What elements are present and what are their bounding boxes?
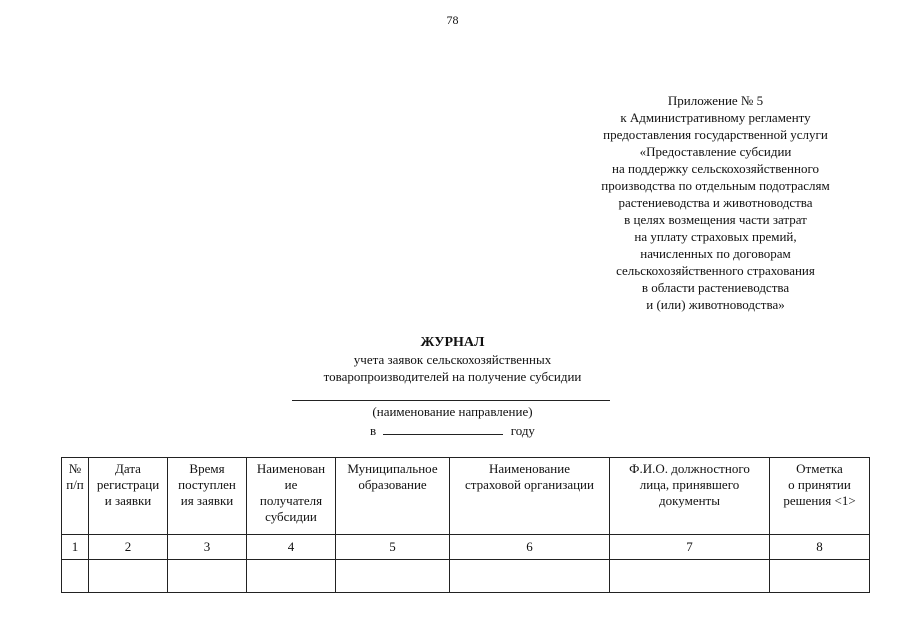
year-line	[0, 421, 905, 440]
column-number: 2	[89, 535, 168, 560]
appendix-line: растениеводства и животноводства	[618, 195, 813, 210]
appendix-line: в области растениеводства	[641, 280, 790, 295]
header-line: субсидии	[265, 509, 317, 524]
appendix-line: начисленных по договорам	[640, 246, 791, 261]
header-line: Ф.И.О. должностного	[629, 461, 750, 476]
header-line: Наименован	[256, 461, 326, 476]
column-number: 4	[247, 535, 336, 560]
page-number: 78	[446, 13, 459, 27]
appendix-line: предоставления государственной услуги	[603, 127, 828, 142]
empty-cell	[168, 560, 247, 593]
direction-block	[0, 402, 905, 440]
journal-subtitle-line: учета заявок сельскохозяйственных	[353, 352, 552, 367]
appendix-line: на поддержку сельскохозяйственного	[612, 161, 819, 176]
header-cell-recipient-name	[247, 458, 336, 535]
header-cell-registration-date	[89, 458, 168, 535]
header-cell-official-name	[610, 458, 770, 535]
appendix-line: и (или) животноводства»	[646, 297, 785, 312]
header-line: регистраци	[96, 477, 160, 492]
journal-title: ЖУРНАЛ	[420, 335, 485, 350]
appendix-block	[553, 92, 878, 313]
appendix-line: Приложение № 5	[667, 93, 764, 108]
header-line: ие	[284, 477, 298, 492]
year-blank	[383, 422, 503, 435]
journal-heading	[0, 334, 905, 385]
appendix-line: производства по отдельным подотраслям	[601, 178, 830, 193]
header-line: образование	[358, 477, 427, 492]
appendix-line: к Административному регламенту	[620, 110, 811, 125]
header-line: решения <1>	[783, 493, 856, 508]
column-number: 8	[770, 535, 870, 560]
header-line: п/п	[66, 477, 84, 492]
appendix-line: «Предоставление субсидии	[639, 144, 792, 159]
header-line: о принятии	[788, 477, 851, 492]
header-line: поступлен	[178, 477, 236, 492]
header-cell-municipality	[336, 458, 450, 535]
header-line: Муниципальное	[347, 461, 438, 476]
empty-cell	[450, 560, 610, 593]
direction-caption: (наименование направление)	[372, 404, 533, 419]
header-line: ия заявки	[180, 493, 234, 508]
header-line: Наименование	[489, 461, 570, 476]
column-number: 3	[168, 535, 247, 560]
column-number-row	[62, 535, 870, 560]
column-number: 7	[610, 535, 770, 560]
header-row	[62, 458, 870, 535]
header-cell-receipt-time	[168, 458, 247, 535]
appendix-line: на уплату страховых премий,	[634, 229, 797, 244]
journal-table	[61, 457, 870, 593]
header-cell-number	[62, 458, 89, 535]
journal-subtitle-line: товаропроизводителей на получение субсидии	[323, 369, 582, 384]
header-line: лица, принявшего	[639, 477, 740, 492]
empty-cell	[770, 560, 870, 593]
table-row	[62, 560, 870, 593]
header-line: получателя	[259, 493, 323, 508]
column-number: 6	[450, 535, 610, 560]
year-suffix: году	[510, 423, 535, 438]
header-line: документы	[659, 493, 720, 508]
empty-cell	[62, 560, 89, 593]
header-line: №	[68, 461, 82, 476]
appendix-line: в целях возмещения части затрат	[624, 212, 807, 227]
header-line: Время	[189, 461, 225, 476]
empty-cell	[336, 560, 450, 593]
empty-cell	[247, 560, 336, 593]
header-line: Дата	[115, 461, 141, 476]
header-cell-insurer-name	[450, 458, 610, 535]
appendix-line: сельскохозяйственного страхования	[616, 263, 815, 278]
empty-cell	[610, 560, 770, 593]
header-line: и заявки	[104, 493, 152, 508]
direction-blank-line	[292, 400, 610, 401]
column-number: 5	[336, 535, 450, 560]
empty-cell	[89, 560, 168, 593]
year-prefix: в	[370, 423, 377, 438]
column-number: 1	[62, 535, 89, 560]
header-line: Отметка	[796, 461, 843, 476]
header-cell-decision-mark	[770, 458, 870, 535]
header-line: страховой организации	[465, 477, 594, 492]
